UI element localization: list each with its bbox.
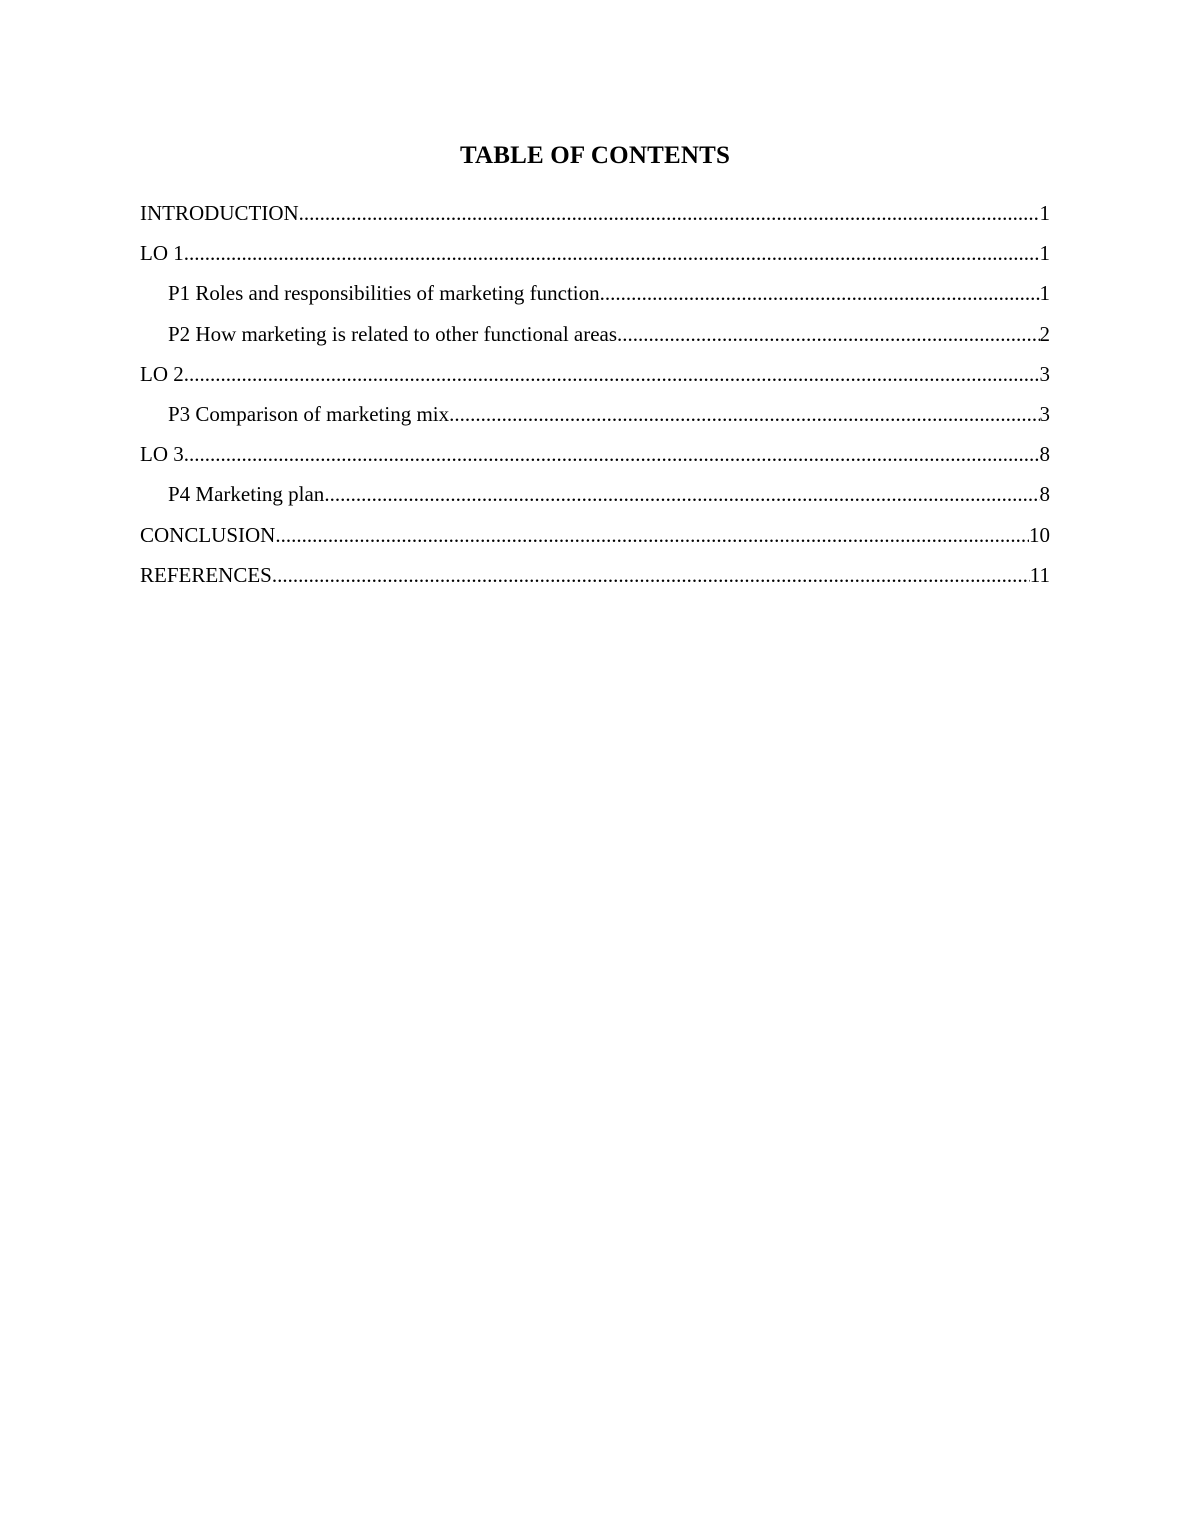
toc-dot-leader (184, 236, 1040, 270)
toc-page-number: 10 (1029, 522, 1050, 547)
page-title: TABLE OF CONTENTS (459, 142, 731, 169)
toc-entry-introduction[interactable] (140, 196, 1050, 236)
toc-entry-p3[interactable] (140, 397, 1050, 437)
toc-dot-leader (184, 437, 1040, 471)
toc-page-number: 1 (1039, 281, 1050, 306)
toc-entry-label: LO 3 (140, 442, 184, 467)
toc-entry-label: LO 1 (140, 241, 184, 266)
toc-dot-leader (617, 317, 1039, 351)
toc-entry-label: P2 How marketing is related to other functional areas (168, 321, 618, 346)
toc-dot-leader (324, 477, 1039, 511)
toc-page-number: 11 (1029, 562, 1050, 587)
toc-dot-leader (184, 357, 1040, 391)
toc-entry-label: P1 Roles and responsibilities of marketing function (168, 281, 600, 306)
toc-dot-leader (272, 558, 1030, 592)
table-of-contents (140, 196, 1050, 598)
toc-entry-label: CONCLUSION (140, 522, 276, 547)
toc-dot-leader (275, 518, 1029, 552)
toc-entry-label: LO 2 (140, 361, 184, 386)
toc-page-number: 2 (1039, 321, 1050, 346)
toc-entry-p4[interactable] (140, 477, 1050, 517)
toc-entry-label: REFERENCES (140, 562, 272, 587)
toc-entry-p1[interactable] (140, 276, 1050, 316)
toc-page-number: 1 (1039, 241, 1050, 266)
toc-entry-lo1[interactable] (140, 236, 1050, 276)
toc-page-number: 1 (1039, 201, 1050, 225)
toc-dot-leader (600, 276, 1040, 310)
toc-entry-references[interactable] (140, 558, 1050, 598)
toc-entry-conclusion[interactable] (140, 518, 1050, 558)
toc-entry-label: INTRODUCTION (140, 201, 299, 225)
toc-entry-label: P3 Comparison of marketing mix (168, 401, 450, 426)
toc-page-number: 8 (1039, 482, 1050, 507)
toc-entry-lo2[interactable] (140, 357, 1050, 397)
toc-page-number: 3 (1039, 361, 1050, 386)
toc-entry-p2[interactable] (140, 317, 1050, 357)
toc-entry-lo3[interactable] (140, 437, 1050, 477)
toc-dot-leader (299, 196, 1040, 230)
toc-page-number: 3 (1039, 401, 1050, 426)
toc-page-number: 8 (1039, 442, 1050, 467)
toc-entry-label: P4 Marketing plan (168, 482, 325, 507)
toc-dot-leader (449, 397, 1039, 431)
